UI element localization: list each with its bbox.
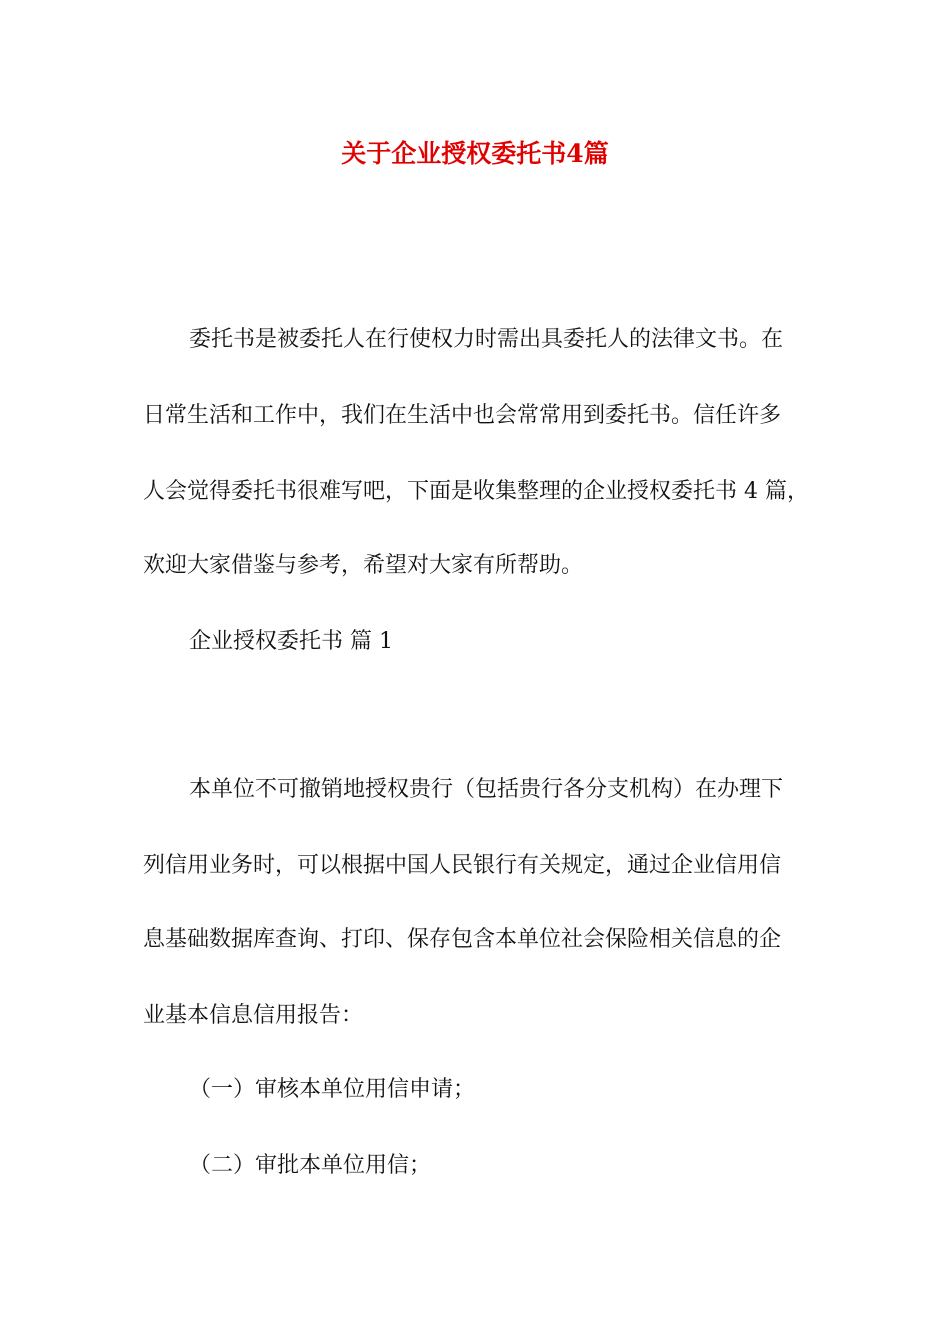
intro-line-4: 欢迎大家借鉴与参考，希望对大家有所帮助。	[143, 553, 584, 578]
intro-line-3: 人会觉得委托书很难写吧，下面是收集整理的企业授权委托书 4 篇，	[143, 479, 809, 504]
document-title: 关于企业授权委托书4篇	[341, 139, 609, 168]
body-line-2: 列信用业务时，可以根据中国人民银行有关规定，通过企业信用信	[143, 853, 782, 878]
intro-line-1: 委托书是被委托人在行使权力时需出具委托人的法律文书。在	[189, 327, 784, 352]
list-item-2: （二）审批本单位用信；	[189, 1153, 432, 1178]
intro-line-2: 日常生活和工作中，我们在生活中也会常常用到委托书。信任许多	[143, 403, 782, 428]
section-heading: 企业授权委托书 篇 1	[189, 629, 393, 654]
list-item-1: （一）审核本单位用信申请；	[189, 1077, 476, 1102]
body-line-4: 业基本信息信用报告：	[143, 1003, 364, 1028]
body-line-3: 息基础数据库查询、打印、保存包含本单位社会保险相关信息的企	[143, 927, 782, 952]
body-line-1: 本单位不可撤销地授权贵行（包括贵行各分支机构）在办理下	[189, 777, 784, 802]
